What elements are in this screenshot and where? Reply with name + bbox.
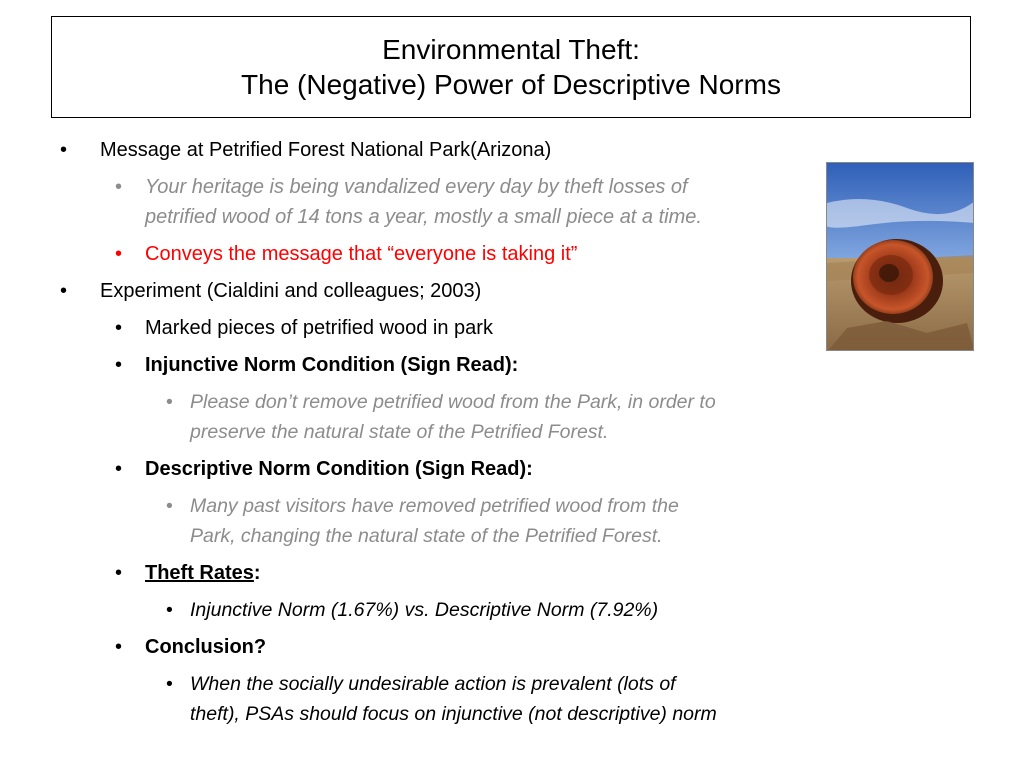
- bullet-marker: •: [166, 599, 173, 621]
- bullet-marker: •: [60, 139, 68, 161]
- bullet-marker: •: [166, 673, 173, 695]
- theft-rates-label: Theft Rates: [145, 562, 254, 584]
- quote-line-2: petrified wood of 14 tons a year, mostly a small piece at a time.: [145, 206, 702, 228]
- bullet-marker: •: [115, 458, 123, 480]
- bullet-marked-pieces: [115, 313, 493, 343]
- bullet-everyone-taking: [115, 239, 578, 269]
- sign-line-2: Park, changing the natural state of the Petrified Forest.: [190, 525, 663, 547]
- petrified-wood-photo: [826, 162, 974, 351]
- bullet-descriptive-condition: [115, 454, 533, 484]
- bullet-text: Injunctive Norm (1.67%) vs. Descriptive Norm (7.92%): [190, 599, 659, 621]
- slide-title: [51, 16, 971, 118]
- bullet-marker: •: [115, 243, 123, 265]
- bullet-text: Injunctive Norm Condition (Sign Read):: [145, 354, 519, 376]
- bullet-marker: •: [115, 636, 123, 658]
- title-line-2: The (Negative) Power of Descriptive Norms: [241, 69, 781, 100]
- theft-rates-colon: :: [253, 562, 261, 584]
- sign-line-1: Many past visitors have removed petrified wood from the: [190, 495, 679, 517]
- petrified-wood-icon: [827, 163, 974, 351]
- bullet-marker: •: [166, 391, 173, 413]
- bullet-rates-values: [166, 595, 659, 625]
- conclusion-line-2: theft), PSAs should focus on injunctive (not descriptive) norm: [190, 703, 717, 725]
- bullet-marker: •: [115, 176, 123, 198]
- bullet-text: Experiment (Cialdini and colleagues; 2003): [100, 280, 482, 302]
- bullet-text: Conveys the message that “everyone is taking it”: [145, 243, 578, 265]
- bullet-text: Conclusion?: [145, 636, 267, 658]
- bullet-text: Marked pieces of petrified wood in park: [145, 317, 493, 339]
- bullet-descriptive-sign: [166, 491, 679, 551]
- sign-line-2: preserve the natural state of the Petrified Forest.: [190, 421, 609, 443]
- bullet-marker: •: [115, 317, 123, 339]
- bullet-injunctive-sign: [166, 387, 716, 447]
- sign-line-1: Please don’t remove petrified wood from the Park, in order to: [190, 391, 716, 413]
- bullet-text: Message at Petrified Forest National Park(Arizona): [100, 139, 552, 161]
- bullet-marker: •: [115, 354, 123, 376]
- bullet-marker: •: [115, 562, 123, 584]
- bullet-park-message: [60, 135, 552, 165]
- bullet-marker: •: [60, 280, 68, 302]
- bullet-conclusion: [115, 632, 267, 662]
- bullet-experiment: [60, 276, 482, 306]
- conclusion-line-1: When the socially undesirable action is prevalent (lots of: [190, 673, 676, 695]
- bullet-conclusion-text: [166, 669, 717, 729]
- bullet-marker: •: [166, 495, 173, 517]
- quote-line-1: Your heritage is being vandalized every day by theft losses of: [145, 176, 688, 198]
- bullet-text: Descriptive Norm Condition (Sign Read):: [145, 458, 533, 480]
- bullet-injunctive-condition: [115, 350, 519, 380]
- title-line-1: Environmental Theft:: [382, 34, 640, 65]
- bullet-heritage-quote: [115, 172, 702, 232]
- bullet-theft-rates: [115, 558, 261, 588]
